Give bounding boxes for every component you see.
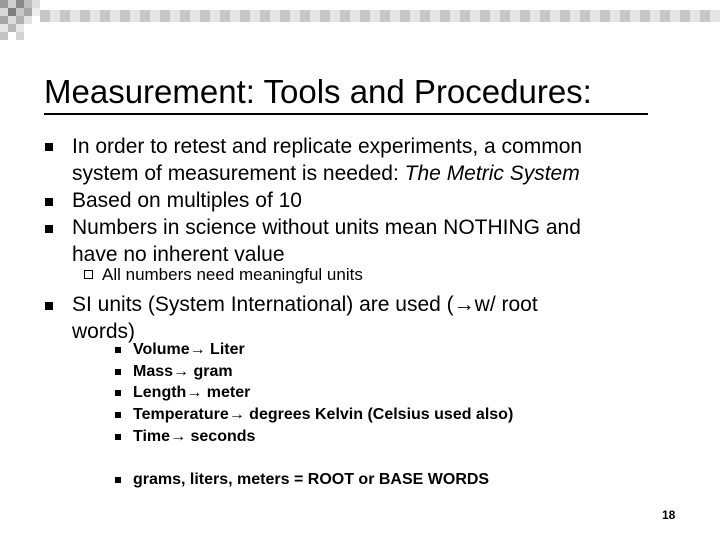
unit-name: degrees Kelvin (Celsius used also) xyxy=(244,406,514,423)
bullet-text: SI units (System International) are used ( xyxy=(72,293,454,316)
right-arrow-icon: → xyxy=(453,293,475,316)
bullet-item xyxy=(72,133,672,187)
bullet-item xyxy=(72,187,672,214)
bullet-square-icon xyxy=(45,198,53,206)
page-number: 18 xyxy=(662,508,676,522)
bullet-text: Based on multiples of 10 xyxy=(72,189,302,212)
bullet-square-icon xyxy=(45,225,53,233)
unit-item xyxy=(133,404,693,425)
unit-item xyxy=(133,361,693,382)
hollow-square-bullet-icon xyxy=(84,270,93,279)
bullet-text: Numbers in science without units mean NOTHING and xyxy=(72,216,581,239)
small-square-bullet-icon xyxy=(115,434,121,440)
right-arrow-icon: → xyxy=(173,363,190,380)
bullet-emphasis: The Metric System xyxy=(404,162,580,185)
bullet-text: have no inherent value xyxy=(72,243,285,266)
unit-name: Liter xyxy=(205,341,245,358)
right-arrow-icon: → xyxy=(170,428,187,445)
bullet-square-icon xyxy=(45,143,53,151)
unit-quantity: Volume xyxy=(133,341,190,358)
unit-quantity: Length xyxy=(133,384,187,401)
right-arrow-icon: → xyxy=(186,384,203,401)
bullet-text: w/ root xyxy=(474,293,538,316)
unit-quantity: Temperature xyxy=(133,406,229,423)
unit-name: gram xyxy=(189,363,233,380)
bullet-text: system of measurement is needed: xyxy=(72,162,405,185)
sub-bullet-text: All numbers need meaningful units xyxy=(102,265,363,284)
slide-title: Measurement: Tools and Procedures: xyxy=(44,73,592,110)
small-square-bullet-icon xyxy=(115,412,121,418)
unit-name: seconds xyxy=(186,428,256,445)
unit-item xyxy=(133,426,693,447)
unit-quantity: Time xyxy=(133,428,171,445)
right-arrow-icon: → xyxy=(189,341,206,358)
small-square-bullet-icon xyxy=(115,347,121,353)
bullet-item xyxy=(72,291,672,345)
unit-name: meter xyxy=(202,384,251,401)
unit-item xyxy=(133,339,693,360)
small-square-bullet-icon xyxy=(115,477,121,483)
bullet-text: In order to retest and replicate experiments, a common xyxy=(72,135,583,158)
unit-item xyxy=(133,382,693,403)
small-square-bullet-icon xyxy=(115,369,121,375)
right-arrow-icon: → xyxy=(228,406,245,423)
bullet-text: words) xyxy=(72,320,136,343)
bullet-square-icon xyxy=(45,302,53,310)
bullet-item xyxy=(72,214,672,268)
unit-quantity: Mass xyxy=(133,363,174,380)
root-words-text: grams, liters, meters = ROOT or BASE WORDS xyxy=(133,471,490,488)
small-square-bullet-icon xyxy=(115,390,121,396)
